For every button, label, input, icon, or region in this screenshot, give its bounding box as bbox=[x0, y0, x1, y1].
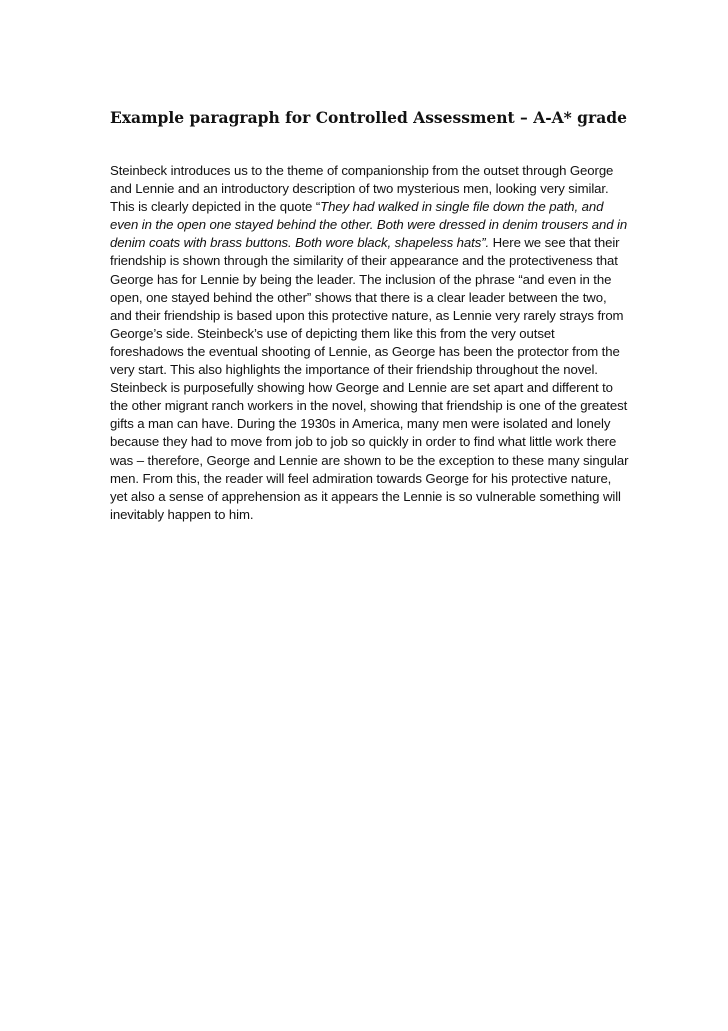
paragraph-intro: Steinbeck introduces us to the theme of companionship from the outset through George and Lennie and an introductory description of two mysterious men, looking very similar. This is clearly depicted in the quote “ bbox=[110, 163, 614, 215]
paragraph-quote: They had walked in single file down the path, and even in the open one stayed behind the other. Both were dressed in denim trousers and in denim coats with brass buttons. Both wore black, shapeless hats”. bbox=[110, 199, 628, 251]
essay-paragraph bbox=[110, 162, 630, 524]
paragraph-rest: Here we see that their friendship is shown through the similarity of their appearance and the protectiveness that George has for Lennie by being the leader. The inclusion of the phrase “and even in the open, one stayed behind the other” shows that there is a clear leader between the two, and their friendship is based upon this protective nature, as Lennie very rarely strays from George’s side. Steinbeck’s use of depicting them like this from the very outset foreshadows the eventual shooting of Lennie, as George has been the protector from the very start. This also highlights the importance of their friendship throughout the novel. Steinbeck is purposefully showing how George and Lennie are set apart and different to the other migrant ranch workers in the novel, showing that friendship is one of the greatest gifts a man can have. During the 1930s in America, many men were isolated and lonely because they had to move from job to job so quickly in order to find what little work there was – therefore, George and Lennie are shown to be the exception to these many singular men. From this, the reader will feel admiration towards George for his protective nature, yet also a sense of apprehension as it appears the Lennie is so vulnerable something will inevitably happen to him. bbox=[110, 235, 629, 522]
document-title: Example paragraph for Controlled Assessment – A-A* grade bbox=[110, 108, 627, 127]
